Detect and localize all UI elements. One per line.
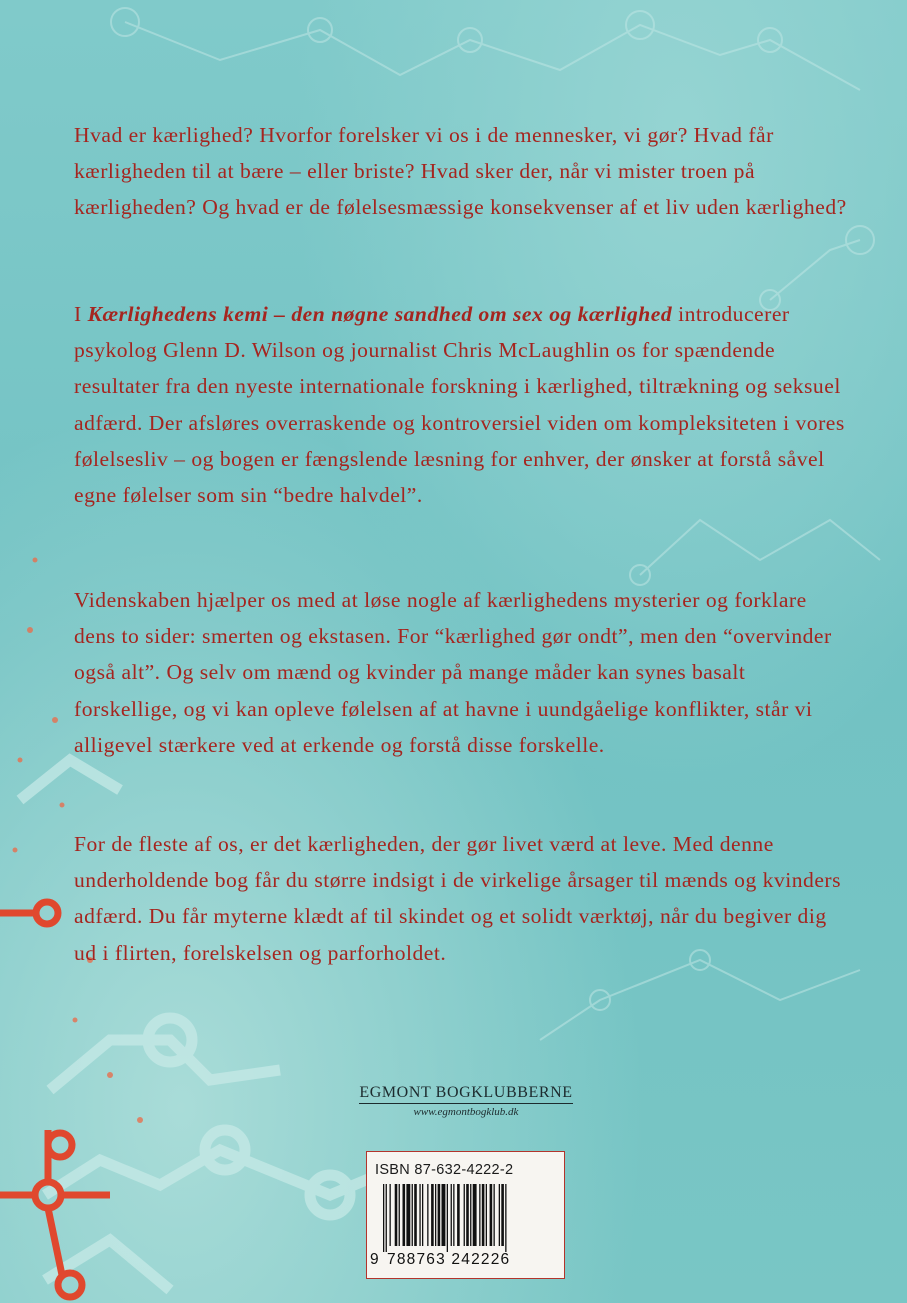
barcode-bar [399, 1184, 400, 1246]
barcode-bar [501, 1184, 504, 1246]
barcode-bar [486, 1184, 487, 1246]
barcode-icon [383, 1184, 553, 1252]
barcode-bar [435, 1184, 436, 1246]
barcode-bar [442, 1184, 446, 1246]
barcode-bar [499, 1184, 500, 1246]
barcode-bar [431, 1184, 434, 1246]
barcode-bar [470, 1184, 471, 1246]
barcode-bar [453, 1184, 454, 1246]
barcode-bar [390, 1184, 391, 1246]
barcode-bar [412, 1184, 413, 1246]
intro-paragraph: Hvad er kærlighed? Hvorfor forelsker vi os i de mennesker, vi gør? Hvad får kærligheden til at bære – eller briste? Hvad sker der, når vi mister troen på kærligheden? Og hvad er de følelsesmæssige konsekvenser af et liv uden kærlighed? [74, 123, 847, 220]
barcode-bar [473, 1184, 477, 1246]
barcode-bar [395, 1184, 398, 1246]
barcode-bar [494, 1184, 495, 1246]
barcode-bar [457, 1184, 460, 1246]
publisher-url: www.egmontbogklub.dk [413, 1106, 519, 1118]
barcode-bar [422, 1184, 423, 1246]
barcode-bar [438, 1184, 441, 1246]
barcode-bar [403, 1184, 406, 1246]
barcode-bar [414, 1184, 417, 1246]
barcode-bar [466, 1184, 469, 1246]
isbn-label: ISBN 87-632-4222-2 [375, 1162, 514, 1178]
barcode-bar [505, 1184, 506, 1252]
science-paragraph: Videnskaben hjælper os med at løse nogle af kærlighedens mysterier og forklare dens to sider: smerten og ekstasen. For “kærlighed gør ondt”, men den “overvinder også alt”. Og selv om mænd og kvinder på mange måder kan synes basalt forskellige, og vi kan opleve følelsen af at havne i uundgåelige konflikter, står vi alligevel stærkere ved at erkende og forstå disse forskelle. [74, 588, 832, 757]
isbn-barcode-box [366, 1151, 565, 1279]
barcode-bar [451, 1184, 452, 1246]
ean-digits: 788763 242226 [387, 1251, 511, 1268]
barcode-bar [419, 1184, 420, 1246]
barcode-bar [383, 1184, 384, 1252]
book-description-prefix: I [74, 302, 88, 326]
barcode-bar [447, 1184, 448, 1252]
publisher-name: EGMONT BOGKLUBBERNE [359, 1084, 572, 1104]
barcode-bar [479, 1184, 480, 1246]
barcode-bar [490, 1184, 493, 1246]
barcode-bar [406, 1184, 410, 1246]
book-description-paragraph [74, 296, 854, 513]
book-description-body: introducerer psykolog Glenn D. Wilson og journalist Chris McLaughlin os for spændende resultater fra den nyeste internationale forskning i kærlighed, tiltrækning og seksuel adfærd. Der afsløres overraskende og kontroversiel viden om kompleksiteten i vores følelsesliv – og bogen er fængslende læsning for enhver, der ønsker at forstå såvel egne følelser som sin “bedre halvdel”. [74, 302, 845, 508]
ean-first-digit: 9 [370, 1251, 379, 1268]
barcode-bar [427, 1184, 428, 1246]
barcode-bar [386, 1184, 387, 1252]
barcode-bar [482, 1184, 485, 1246]
book-title: Kærlighedens kemi – den nøgne sandhed om sex og kærlighed [87, 302, 673, 326]
barcode-bar [464, 1184, 465, 1246]
closing-paragraph: For de fleste af os, er det kærligheden, der gør livet værd at leve. Med denne underholdende bog får du større indsigt i de virkelige årsager til mænds og kvinders adfærd. Du får myterne klædt af til skindet og et solidt værktøj, når du begiver dig ud i flirten, forelskelsen og parforholdet. [74, 832, 842, 965]
publisher-logo [348, 1084, 584, 1118]
